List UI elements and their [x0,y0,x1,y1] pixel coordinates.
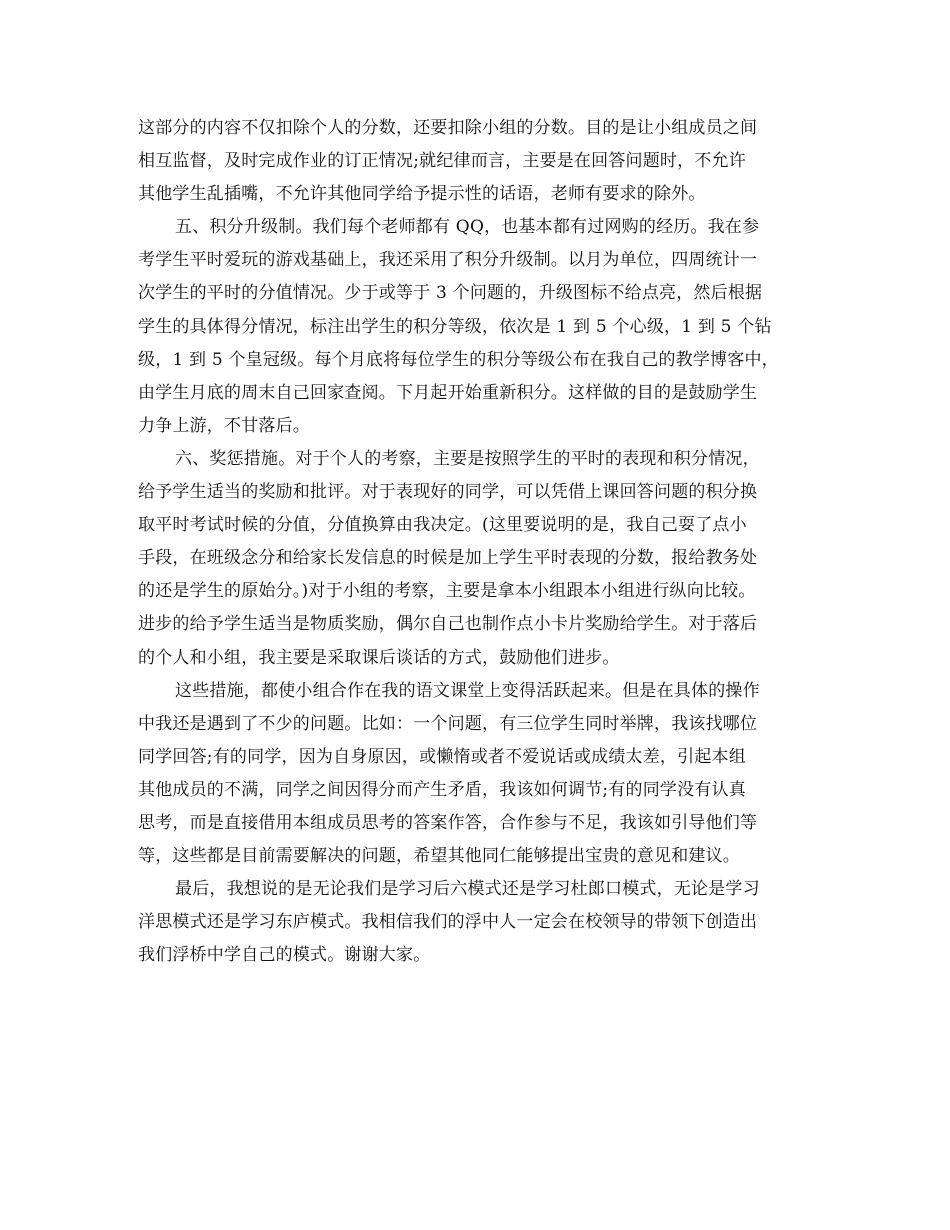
text-line: 取平时考试时候的分值，分值换算由我决定。(这里要说明的是，我自己耍了点小 [138,515,747,536]
text-line: 力争上游，不甘落后。 [138,415,310,436]
text-line: 思考，而是直接借用本组成员思考的答案作答，合作参与不足，我该如引导他们等 [138,812,758,833]
paragraph-start-line: 最后，我想说的是无论我们是学习后六模式还是学习杜郎口模式，无论是学习 [175,879,760,900]
text-line: 中我还是遇到了不少的问题。比如：一个问题，有三位学生同时举牌，我该找哪位 [138,713,758,734]
text-line: 其他学生乱插嘴，不允许其他同学给予提示性的话语，老师有要求的除外。 [138,184,706,205]
text-line: 同学回答;有的同学，因为自身原因，或懒惰或者不爱说话或成绩太差，引起本组 [138,746,746,767]
text-line: 级，1 到 5 个皇冠级。每个月底将每位学生的积分等级公布在我自己的教学博客中， [138,349,779,370]
text-line: 等，这些都是目前需要解决的问题，希望其他同仁能够提出宝贵的意见和建议。 [138,846,740,867]
text-line: 的个人和小组，我主要是采取课后谈话的方式，鼓励他们进步。 [138,647,620,668]
text-line: 给予学生适当的奖励和批评。对于表现好的同学，可以凭借上课回答问题的积分换 [138,482,758,503]
paragraph-start-line: 五、积分升级制。我们每个老师都有 QQ，也基本都有过网购的经历。我在参 [175,217,760,238]
text-line: 次学生的平时的分值情况。少于或等于 3 个问题的，升级图标不给点亮，然后根据 [138,283,763,304]
text-line: 手段，在班级念分和给家长发信息的时候是加上学生平时表现的分数，报给教务处 [138,548,758,569]
paragraph-start-line: 这些措施，都使小组合作在我的语文课堂上变得活跃起来。但是在具体的操作 [175,680,760,701]
text-line: 这部分的内容不仅扣除个人的分数，还要扣除小组的分数。目的是让小组成员之间 [138,118,758,138]
text-line: 我们浮桥中学自己的模式。谢谢大家。 [138,945,431,966]
text-line: 考学生平时爱玩的游戏基础上，我还采用了积分升级制。以月为单位，四周统计一 [138,250,758,271]
text-line: 相互监督，及时完成作业的订正情况;就纪律而言，主要是在回答问题时，不允许 [138,151,746,172]
document-page [138,112,818,972]
text-line: 由学生月底的周末自己回家查阅。下月起开始重新积分。这样做的目的是鼓励学生 [138,382,758,403]
paragraph-start-line: 六、奖惩措施。对于个人的考察，主要是按照学生的平时的表现和积分情况， [175,448,760,469]
text-line: 进步的给予学生适当是物质奖励，偶尔自己也制作点小卡片奖励给学生。对于落后 [138,614,758,635]
text-line: 洋思模式还是学习东庐模式。我相信我们的浮中人一定会在校领导的带领下创造出 [138,912,758,933]
text-line: 的还是学生的原始分。)对于小组的考察，主要是拿本小组跟本小组进行纵向比较。 [138,581,756,602]
text-line: 学生的具体得分情况，标注出学生的积分等级，依次是 1 到 5 个心级，1 到 5 个钻 [138,316,772,337]
text-line: 其他成员的不满，同学之间因得分而产生矛盾，我该如何调节;有的同学没有认真 [138,779,746,800]
